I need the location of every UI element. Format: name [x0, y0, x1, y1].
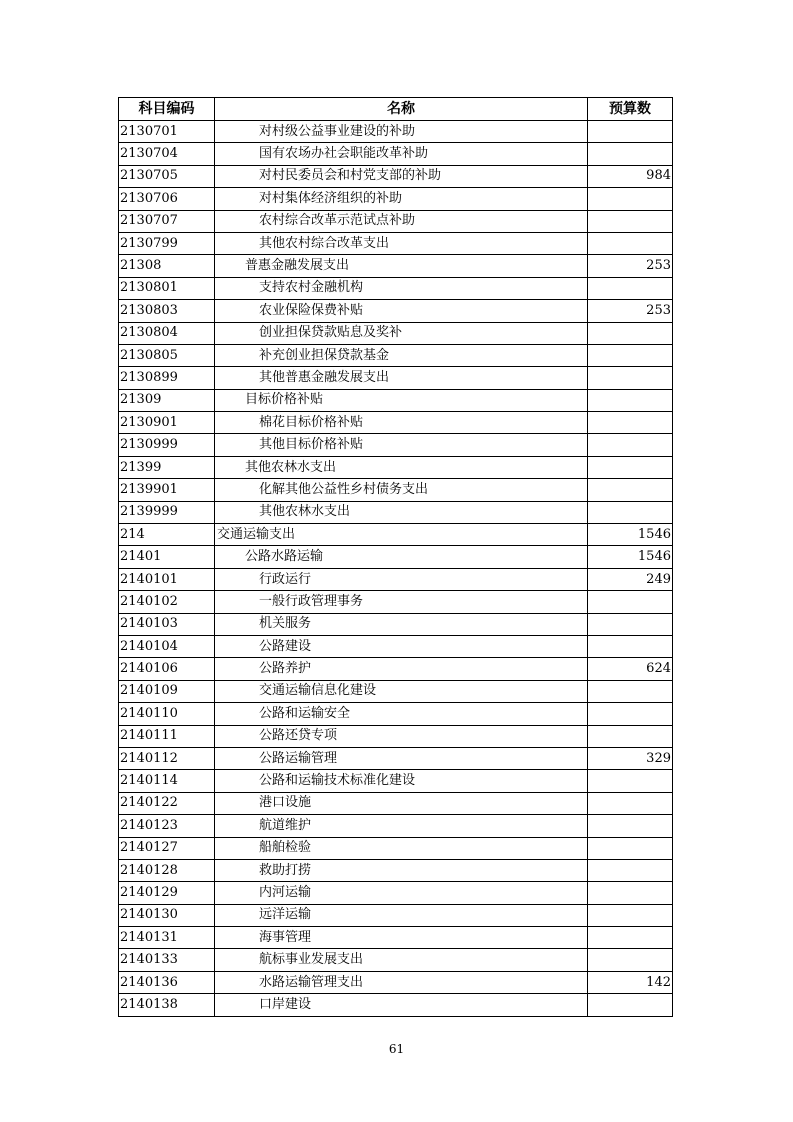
table-row	[119, 165, 673, 187]
table-row	[119, 568, 673, 590]
table-row	[119, 994, 673, 1016]
row-name-cell: 公路和运输安全	[215, 703, 588, 725]
table-row	[119, 703, 673, 725]
row-name-cell: 公路水路运输	[215, 546, 588, 568]
row-amount-cell	[588, 725, 673, 747]
row-amount-cell	[588, 434, 673, 456]
row-code-cell: 2130804	[119, 322, 215, 344]
row-name-cell: 对村集体经济组织的补助	[215, 188, 588, 210]
row-amount-cell	[588, 121, 673, 143]
row-name-cell: 对村民委员会和村党支部的补助	[215, 165, 588, 187]
row-name-cell: 海事管理	[215, 927, 588, 949]
row-code-cell: 2140103	[119, 613, 215, 635]
row-code-cell: 2140114	[119, 770, 215, 792]
row-name-cell: 行政运行	[215, 568, 588, 590]
row-name-cell: 国有农场办社会职能改革补助	[215, 143, 588, 165]
row-amount-cell	[588, 904, 673, 926]
row-name-cell: 其他农林水支出	[215, 501, 588, 523]
row-amount-cell: 253	[588, 300, 673, 322]
row-name-cell: 农村综合改革示范试点补助	[215, 210, 588, 232]
row-name-cell: 航道维护	[215, 815, 588, 837]
table-row	[119, 770, 673, 792]
row-amount-cell	[588, 367, 673, 389]
row-name-cell: 公路养护	[215, 658, 588, 680]
row-code-cell: 2130701	[119, 121, 215, 143]
row-name-cell: 港口设施	[215, 792, 588, 814]
row-name-cell: 化解其他公益性乡村债务支出	[215, 479, 588, 501]
table-row	[119, 658, 673, 680]
header-code: 科目编码	[119, 98, 215, 121]
row-amount-cell	[588, 210, 673, 232]
row-amount-cell	[588, 389, 673, 411]
row-name-cell: 船舶检验	[215, 837, 588, 859]
row-name-cell: 一般行政管理事务	[215, 591, 588, 613]
table-row	[119, 904, 673, 926]
table-row	[119, 322, 673, 344]
row-amount-cell	[588, 479, 673, 501]
row-name-cell: 公路和运输技术标准化建设	[215, 770, 588, 792]
row-code-cell: 2140101	[119, 568, 215, 590]
table-row	[119, 725, 673, 747]
row-amount-cell	[588, 927, 673, 949]
header-amount: 预算数	[588, 98, 673, 121]
table-row	[119, 815, 673, 837]
row-amount-cell	[588, 322, 673, 344]
row-code-cell: 2140112	[119, 747, 215, 769]
page-number: 61	[388, 1042, 405, 1056]
row-amount-cell	[588, 837, 673, 859]
table-row	[119, 747, 673, 769]
row-amount-cell	[588, 882, 673, 904]
row-name-cell: 机关服务	[215, 613, 588, 635]
table-row	[119, 434, 673, 456]
row-amount-cell	[588, 949, 673, 971]
table-row	[119, 546, 673, 568]
row-name-cell: 水路运输管理支出	[215, 971, 588, 993]
row-code-cell: 21399	[119, 456, 215, 478]
row-code-cell: 2140110	[119, 703, 215, 725]
row-amount-cell	[588, 613, 673, 635]
row-name-cell: 救助打捞	[215, 859, 588, 881]
row-code-cell: 2130707	[119, 210, 215, 232]
row-name-cell: 补充创业担保贷款基金	[215, 344, 588, 366]
row-code-cell: 2140133	[119, 949, 215, 971]
table-row	[119, 635, 673, 657]
table-row	[119, 792, 673, 814]
row-amount-cell	[588, 703, 673, 725]
row-code-cell: 2140128	[119, 859, 215, 881]
table-row	[119, 859, 673, 881]
table-row	[119, 210, 673, 232]
row-code-cell: 2140127	[119, 837, 215, 859]
row-code-cell: 2140106	[119, 658, 215, 680]
row-amount-cell	[588, 815, 673, 837]
row-code-cell: 2130805	[119, 344, 215, 366]
row-name-cell: 交通运输信息化建设	[215, 680, 588, 702]
row-code-cell: 2140123	[119, 815, 215, 837]
row-code-cell: 2139999	[119, 501, 215, 523]
row-amount-cell	[588, 994, 673, 1016]
row-code-cell: 2130801	[119, 277, 215, 299]
table-row	[119, 412, 673, 434]
row-code-cell: 2140122	[119, 792, 215, 814]
row-amount-cell	[588, 501, 673, 523]
table-row	[119, 456, 673, 478]
row-amount-cell	[588, 591, 673, 613]
row-amount-cell: 249	[588, 568, 673, 590]
row-amount-cell: 329	[588, 747, 673, 769]
table-row	[119, 121, 673, 143]
row-code-cell: 214	[119, 524, 215, 546]
row-code-cell: 2140131	[119, 927, 215, 949]
row-name-cell: 其他目标价格补贴	[215, 434, 588, 456]
row-code-cell: 2140129	[119, 882, 215, 904]
row-code-cell: 2130899	[119, 367, 215, 389]
row-amount-cell	[588, 859, 673, 881]
row-name-cell: 交通运输支出	[215, 524, 588, 546]
row-name-cell: 公路运输管理	[215, 747, 588, 769]
table-row	[119, 501, 673, 523]
row-name-cell: 普惠金融发展支出	[215, 255, 588, 277]
table-row	[119, 971, 673, 993]
row-amount-cell	[588, 277, 673, 299]
row-amount-cell: 142	[588, 971, 673, 993]
table-row	[119, 680, 673, 702]
table-row	[119, 524, 673, 546]
row-amount-cell	[588, 232, 673, 254]
table-row	[119, 277, 673, 299]
row-code-cell: 2130999	[119, 434, 215, 456]
row-amount-cell	[588, 344, 673, 366]
table-row	[119, 389, 673, 411]
row-name-cell: 对村级公益事业建设的补助	[215, 121, 588, 143]
row-code-cell: 2140109	[119, 680, 215, 702]
table-row	[119, 344, 673, 366]
row-code-cell: 2140111	[119, 725, 215, 747]
budget-table	[118, 97, 673, 1017]
row-amount-cell	[588, 456, 673, 478]
table-row	[119, 837, 673, 859]
row-amount-cell: 624	[588, 658, 673, 680]
table-row	[119, 949, 673, 971]
table-body	[119, 121, 673, 1017]
row-name-cell: 航标事业发展支出	[215, 949, 588, 971]
row-code-cell: 2139901	[119, 479, 215, 501]
row-name-cell: 棉花目标价格补贴	[215, 412, 588, 434]
row-code-cell: 2130803	[119, 300, 215, 322]
row-name-cell: 农业保险保费补贴	[215, 300, 588, 322]
row-code-cell: 2130706	[119, 188, 215, 210]
row-code-cell: 2130901	[119, 412, 215, 434]
row-name-cell: 其他农林水支出	[215, 456, 588, 478]
table-row	[119, 143, 673, 165]
row-name-cell: 口岸建设	[215, 994, 588, 1016]
row-name-cell: 目标价格补贴	[215, 389, 588, 411]
row-name-cell: 公路还贷专项	[215, 725, 588, 747]
row-amount-cell	[588, 635, 673, 657]
table-row	[119, 927, 673, 949]
row-code-cell: 2140138	[119, 994, 215, 1016]
table-row	[119, 255, 673, 277]
row-code-cell: 21308	[119, 255, 215, 277]
row-name-cell: 公路建设	[215, 635, 588, 657]
row-name-cell: 内河运输	[215, 882, 588, 904]
table-row	[119, 613, 673, 635]
table-row	[119, 479, 673, 501]
row-code-cell: 21401	[119, 546, 215, 568]
row-amount-cell: 1546	[588, 524, 673, 546]
row-code-cell: 2140102	[119, 591, 215, 613]
row-code-cell: 2130705	[119, 165, 215, 187]
row-amount-cell: 253	[588, 255, 673, 277]
row-name-cell: 支持农村金融机构	[215, 277, 588, 299]
row-name-cell: 其他普惠金融发展支出	[215, 367, 588, 389]
table-row	[119, 188, 673, 210]
table-row	[119, 591, 673, 613]
row-name-cell: 远洋运输	[215, 904, 588, 926]
row-amount-cell: 984	[588, 165, 673, 187]
table-row	[119, 882, 673, 904]
table-row	[119, 300, 673, 322]
row-code-cell: 2140136	[119, 971, 215, 993]
row-code-cell: 2140130	[119, 904, 215, 926]
table-header-row	[119, 98, 673, 121]
row-name-cell: 创业担保贷款贴息及奖补	[215, 322, 588, 344]
row-name-cell: 其他农村综合改革支出	[215, 232, 588, 254]
row-code-cell: 2130704	[119, 143, 215, 165]
header-name: 名称	[215, 98, 588, 121]
table-row	[119, 232, 673, 254]
row-code-cell: 2130799	[119, 232, 215, 254]
row-amount-cell	[588, 412, 673, 434]
row-amount-cell: 1546	[588, 546, 673, 568]
row-amount-cell	[588, 188, 673, 210]
row-code-cell: 21309	[119, 389, 215, 411]
row-amount-cell	[588, 792, 673, 814]
row-amount-cell	[588, 680, 673, 702]
row-code-cell: 2140104	[119, 635, 215, 657]
table-row	[119, 367, 673, 389]
row-amount-cell	[588, 143, 673, 165]
row-amount-cell	[588, 770, 673, 792]
